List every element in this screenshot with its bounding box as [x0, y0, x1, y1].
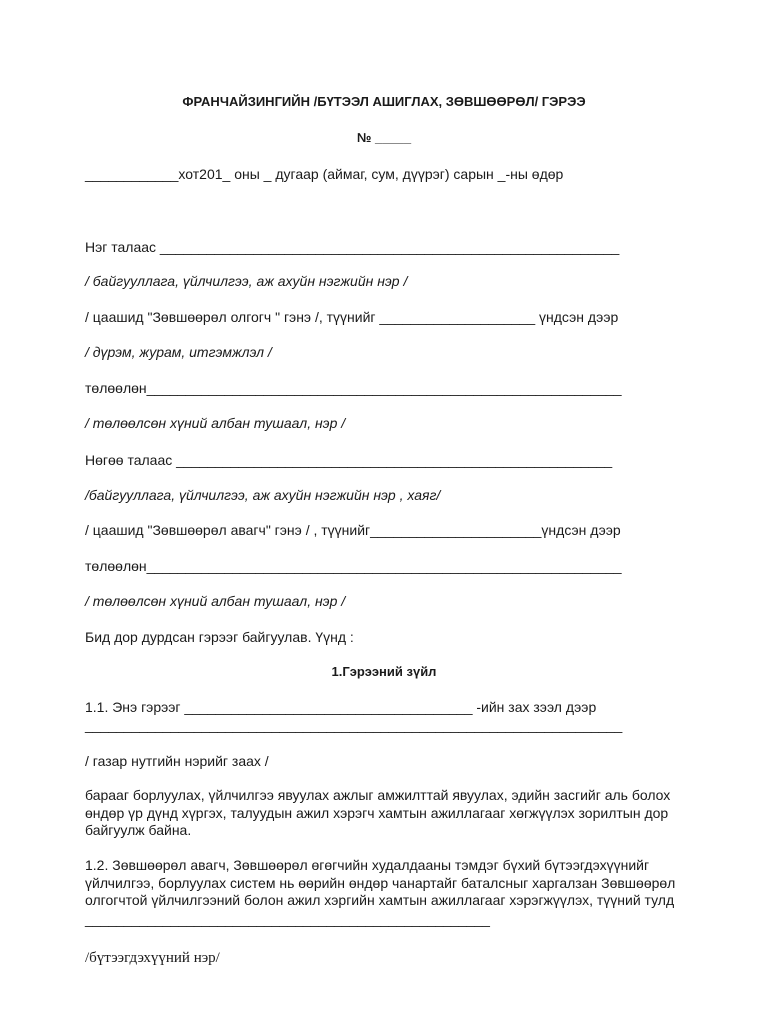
- party2-hint: /байгууллага, үйлчилгээ, аж ахуйн нэгжийн нэр , хаяг/: [85, 487, 441, 503]
- clause-1-1-b: _____________________________________________________________________: [85, 717, 623, 733]
- clause-1-1-body: барааг борлуулах, үйлчилгээ явуулах ажлыг амжилттай явуулах, эдийн засгийг аль болох өндөр үр дүнд хүргэх, талуудын ажил хэрэгч хамтын ажиллагааг хөгжүүлэх зорилтын дор байгуулж байна.: [85, 787, 671, 838]
- document-title: ФРАНЧАЙЗИНГИЙН /БҮТЭЭЛ АШИГЛАХ, ЗӨВШӨӨРӨЛ/ ГЭРЭЭ: [182, 94, 586, 109]
- party1-basis-hint: / дүрэм, журам, итгэмжлэл /: [85, 344, 272, 360]
- clause-1-1-a: 1.1. Энэ гэрээг _____________________________________ -ийн зах зээл дээр: [85, 699, 597, 715]
- document-number: № _____: [356, 130, 412, 145]
- party2-line: Нөгөө талаас ________________________________________________________: [85, 452, 613, 468]
- party1-rep: төлөөлөн_____________________________________________________________: [85, 380, 622, 396]
- party1-role: / цаашид "Зөвшөөрөл олгогч " гэнэ /, түүнийг ____________________ үндсэн дээр: [85, 309, 619, 325]
- section1-title: 1.Гэрээний зүйл: [331, 664, 437, 679]
- party2-rep-hint: / төлөөлсөн хүний албан тушаал, нэр /: [85, 593, 346, 609]
- party2-rep: төлөөлөн_____________________________________________________________: [85, 558, 622, 574]
- party1-rep-hint: / төлөөлсөн хүний албан тушаал, нэр /: [85, 415, 346, 431]
- clause-1-2-blank: ____________________________________________________: [85, 911, 490, 927]
- party1-hint: / байгууллага, үйлчилгээ, аж ахуйн нэгжийн нэр /: [85, 273, 408, 289]
- party1-line: Нэг талаас ___________________________________________________________: [85, 239, 620, 255]
- clause-1-1-hint: / газар нутгийн нэрийг заах /: [85, 753, 269, 769]
- date-line: ____________хот201_ оны _ дугаар (аймаг, сум, дүүрэг) сарын _-ны өдөр: [85, 166, 564, 182]
- party2-role: / цаашид "Зөвшөөрөл авагч" гэнэ / , түүнийг______________________үндсэн дээр: [85, 522, 621, 538]
- product-hint: /бүтээгдэхүүний нэр/: [85, 950, 220, 966]
- intro-text: Бид дор дурдсан гэрээг байгуулав. Үүнд :: [85, 629, 354, 645]
- clause-1-2-body: 1.2. Зөвшөөрөл авагч, Зөвшөөрөл өгөгчийн худалдааны тэмдэг бүхий бүтээгдэхүүнийг үйлчилгээ, борлуулах систем нь өөрийн өндөр чанартайг баталсныг харгалзан Зөвшөөрөл олгогчтой үйлчилгээний болон ажил хэргийн хамтын ажиллагааг хэрэгжүүлэх, түүний тулд: [85, 857, 676, 908]
